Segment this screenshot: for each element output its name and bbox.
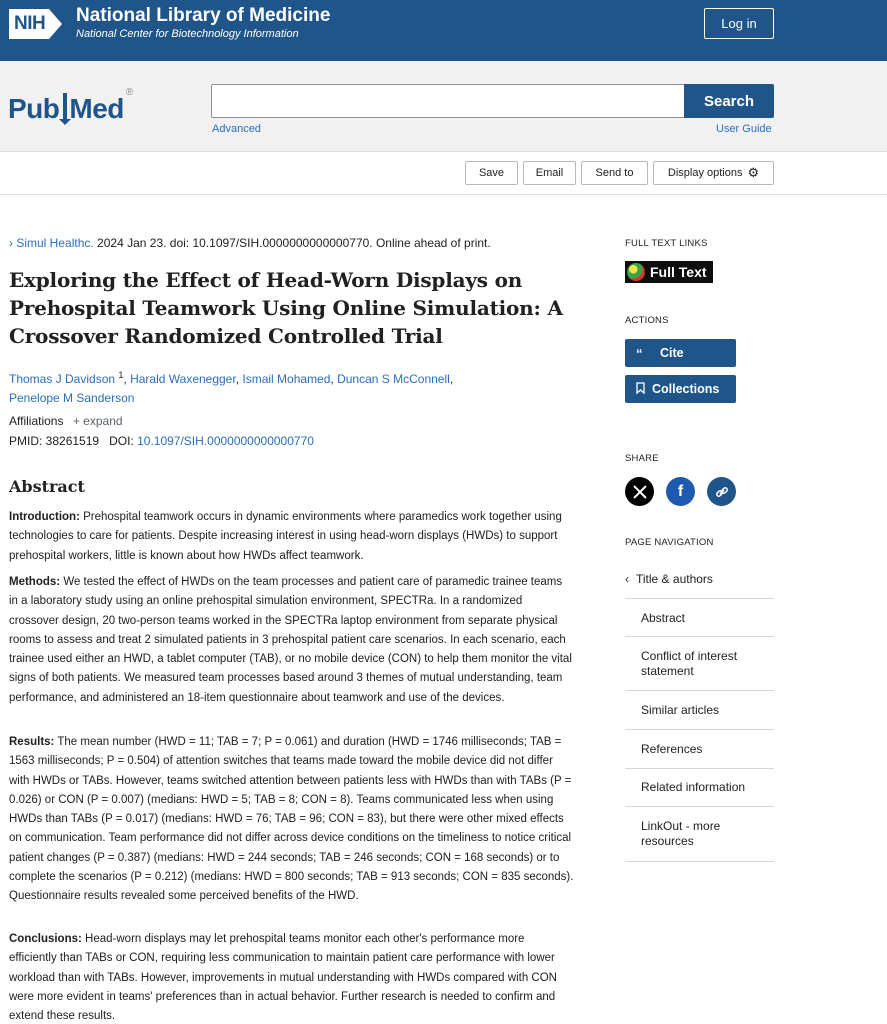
facebook-share-icon[interactable]: f — [666, 477, 695, 506]
login-button[interactable]: Log in — [704, 8, 774, 39]
nav-related-information[interactable] — [625, 769, 774, 807]
page-navigation-label: PAGE NAVIGATION — [625, 537, 714, 548]
author-link[interactable]: Thomas J Davidson — [9, 372, 116, 386]
search-button[interactable]: Search — [684, 84, 774, 118]
gear-icon: ⚙ — [747, 165, 760, 180]
search-input[interactable] — [211, 84, 684, 118]
identifiers — [9, 434, 314, 448]
display-options-button[interactable] — [653, 161, 774, 185]
author-link[interactable]: Duncan S McConnell — [337, 372, 450, 386]
search-header — [0, 61, 887, 152]
pubmed-mark-icon — [59, 93, 71, 125]
nih-banner — [0, 0, 887, 61]
collections-label: Collections — [652, 382, 720, 396]
nih-logo-arrow-icon — [49, 9, 62, 39]
bookmark-icon — [636, 382, 652, 397]
abstract-section-text: Head-worn displays may let prehospital teams monitor each other's performance more efficiently than TABs or CON, requiring less communication to maintain patient care performance with lower workload than with TABs. However, improvements in mutual understanding with HWDs compared with CON were more evident in teams' preferences than in actual behavior. Further research is needed to confirm and extend these results. — [9, 933, 557, 1023]
send-to-button[interactable]: Send to — [581, 161, 648, 185]
cite-label: Cite — [660, 346, 684, 360]
author-link[interactable]: Ismail Mohamed — [242, 372, 331, 386]
chevron-left-icon: ‹ — [625, 572, 629, 586]
share-label: SHARE — [625, 453, 659, 464]
abstract-section-label: Introduction: — [9, 511, 80, 523]
nih-logo-text: NIH — [9, 9, 49, 39]
abstract-section-text: Prehospital teamwork occurs in dynamic environments where paramedics work together using technologies to care for patients. Despite increasing interest in using head-worn displays (HWDs) to support prehospital workers, little is known about how HWDs affect teamwork. — [9, 511, 562, 562]
doi-label: DOI: — [109, 434, 134, 448]
collections-button[interactable] — [625, 375, 736, 403]
author-list: Thomas J Davidson $^1$, Harald Waxenegger, Ismail Mohamed, Duncan S McConnell, Penelope M Sanderson — [9, 370, 454, 405]
nav-linkout[interactable] — [625, 807, 774, 862]
expand-affiliations[interactable]: + expand — [72, 414, 123, 428]
pubmed-logo[interactable] — [8, 85, 133, 125]
abstract-heading: Abstract — [9, 477, 85, 496]
nav-item-label — [625, 572, 774, 587]
save-button[interactable]: Save — [465, 161, 518, 185]
abstract-results — [9, 733, 574, 907]
copy-link-icon[interactable] — [707, 477, 736, 506]
x-share-icon[interactable] — [625, 477, 654, 506]
cite-button[interactable] — [625, 339, 736, 367]
author-link[interactable]: Harald Waxenegger — [130, 372, 236, 386]
affiliation-superscript[interactable]: 1 — [118, 370, 124, 380]
nav-conflict-of-interest[interactable] — [625, 637, 774, 691]
abstract-methods — [9, 573, 574, 708]
nlm-title[interactable]: National Library of Medicine — [76, 5, 331, 26]
article-title: Exploring the Effect of Head-Worn Displays on Prehospital Teamwork Using Online Simulation: A Crossover Randomized Controlled Trial — [9, 268, 563, 348]
nav-references[interactable] — [625, 730, 774, 769]
citation-details: 2024 Jan 23. doi: 10.1097/SIH.0000000000000770. Online ahead of print. — [93, 236, 491, 250]
abstract-section-label: Conclusions: — [9, 933, 82, 945]
quote-icon: “ — [636, 345, 643, 361]
nav-item-text: Title & authors — [636, 572, 713, 586]
full-text-links-label: FULL TEXT LINKS — [625, 238, 708, 249]
abstract-section-text: The mean number (HWD = 11; TAB = 7; P = 0.061) and duration (HWD = 1746 milliseconds; TAB = 1563 milliseconds; P = 0.504) of attention switches that teams made toward the mobile device did not differ with HWDs or TABs. However, teams switched attention between patients less with HWDs than with TABs (P = 0.026) or CON (P = 0.007) (medians: HWD = 5; TAB = 8; CON = 8). Teams communicated less when using HWDs than TABs (P = 0.017) (medians: HWD = 76; TAB = 96; CON = 83), but there were other mixed effects on communication. Team performance did not differ across device conditions on the timeliness to notice critical patient changes (P = 0.387) (medians: HWD = 244 seconds; TAB = 246 seconds; CON = 168 seconds) or to complete the scenarios (P = 0.212) (medians: HWD = 800 seconds; TAB = 913 seconds; CON = 835 seconds). Questionnaire results revealed some perceived benefits of the HWD. — [9, 736, 574, 903]
display-options-label: Display options — [667, 167, 743, 179]
article-toolbar — [0, 152, 887, 195]
user-guide-link[interactable]: User Guide — [716, 123, 772, 135]
advanced-search-link[interactable]: Advanced — [212, 123, 261, 135]
pmid-value: PMID: 38261519 — [9, 434, 100, 448]
nih-logo[interactable] — [9, 7, 71, 41]
nav-item-label: LinkOut - more resources — [641, 819, 721, 848]
citation-line — [9, 236, 491, 250]
actions-label: ACTIONS — [625, 315, 669, 326]
pubmed-logo-med: Med — [69, 93, 124, 124]
nav-item-label: Related information — [641, 780, 746, 794]
abstract-section-label: Results: — [9, 736, 55, 748]
pubmed-logo-registered: ® — [125, 87, 134, 98]
publisher-globe-icon — [627, 263, 645, 281]
nav-item-label: Abstract — [641, 611, 686, 625]
nav-title-authors[interactable] — [625, 560, 774, 599]
email-button[interactable]: Email — [523, 161, 576, 185]
author-link[interactable]: Penelope M Sanderson — [9, 391, 135, 405]
affiliations-toggle[interactable] — [9, 414, 123, 428]
nav-similar-articles[interactable] — [625, 691, 774, 730]
full-text-link[interactable] — [625, 261, 713, 283]
full-text-label: Full Text — [650, 264, 707, 280]
abstract-section-text: We tested the effect of HWDs on the team processes and patient care of paramedic trainee teams in a laboratory study using an online prehospital simulation environment, SPECTRa. In a randomized crossover design, 20 two-person teams worked in the SPECTRa laptop environment from separate physical rooms to assess and treat 2 simulated patients in 3 prehospital patient care scenarios. In each scenario, each trainee used either an HWD, a tablet computer (TAB), or no mobile device (CON) to help them monitor the vital signs of both patients. We measured team processes based around 3 themes of mutual understanding, team performance, and administered an 18-item questionnaire about teamwork and use of the devices. — [9, 576, 572, 704]
affiliations-label: Affiliations — [9, 414, 64, 428]
abstract-introduction — [9, 508, 574, 566]
nlm-subtitle: National Center for Biotechnology Information — [76, 28, 299, 40]
doi-link[interactable]: 10.1097/SIH.0000000000000770 — [137, 434, 314, 448]
journal-link[interactable]: Simul Healthc. — [16, 236, 94, 250]
nav-item-label: References — [641, 742, 703, 756]
nav-item-label: Similar articles — [641, 703, 720, 717]
abstract-conclusions — [9, 930, 574, 1024]
nav-item-label: Conflict of interest statement — [641, 649, 738, 678]
chevron-right-icon: › — [9, 236, 13, 250]
pubmed-logo-pub: Pub — [8, 93, 60, 124]
nav-abstract[interactable] — [625, 599, 774, 637]
abstract-section-label: Methods: — [9, 576, 61, 588]
